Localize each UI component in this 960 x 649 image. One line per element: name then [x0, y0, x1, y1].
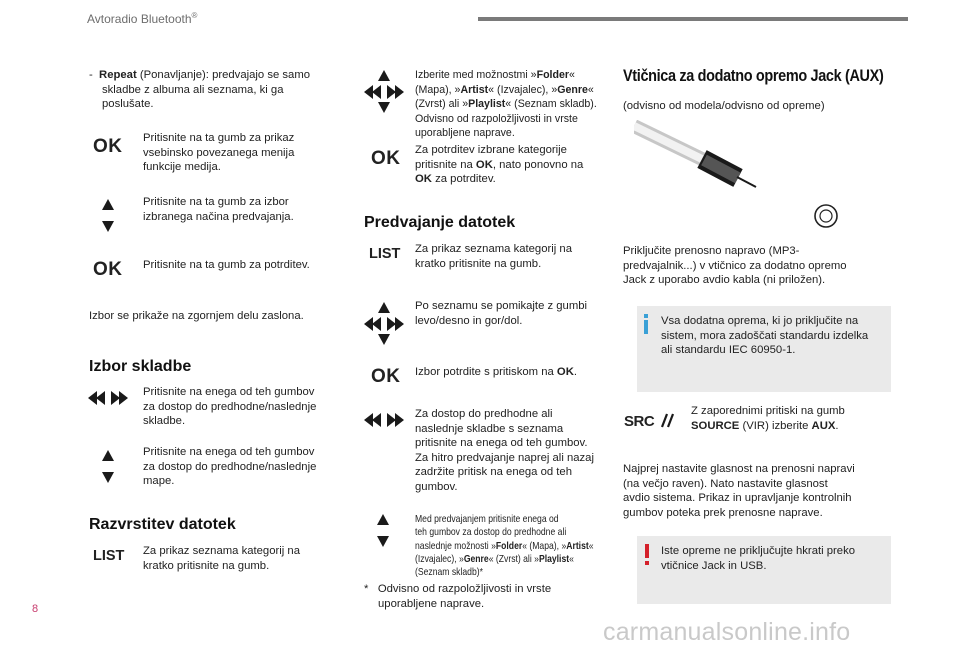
- lr1-desc: [143, 385, 316, 429]
- list2-line-2: kratko pritisnite na gumb.: [415, 257, 542, 270]
- lr2-line-6: gumbov.: [415, 480, 458, 493]
- ud3-folder-bold: Folder: [495, 539, 523, 552]
- ok3-text-b: , nato ponovno na: [492, 158, 584, 171]
- ok-button-icon-2: OK: [93, 259, 123, 280]
- src-text-b: .: [835, 419, 839, 432]
- ok3-text: pritisnite na: [415, 158, 476, 171]
- cross2-line-1: Po seznamu se pomikajte z gumbi: [415, 300, 588, 312]
- ok3-line-1: Za potrditev izbrane kategorije: [415, 144, 567, 156]
- ok4-text-b: .: [573, 366, 577, 378]
- heading-predvajanje: Predvajanje datotek: [364, 214, 516, 231]
- repeat-text-3: poslušate.: [102, 98, 154, 110]
- folder-bold: Folder: [536, 69, 570, 81]
- ud1-line-2: izbranega načina predvajanja.: [143, 210, 294, 223]
- izbor-text: Izbor se prikaže na zgornjem delu zaslona.: [89, 310, 304, 322]
- cross1-line-4: Odvisno od razpoložljivosti in vrste: [415, 112, 578, 125]
- ok1-desc: [143, 131, 294, 175]
- cross1-text-c: (Mapa), »: [415, 83, 461, 96]
- artist-bold: Artist: [460, 83, 489, 96]
- ok1-line-1: Pritisnite na ta gumb za prikaz: [143, 132, 295, 144]
- repeat-item: [89, 68, 339, 112]
- ok4-bold: OK: [556, 366, 574, 378]
- jack-para-2: [623, 462, 855, 520]
- warn-line-1: Iste opreme ne priključujte hkrati preko: [661, 545, 856, 557]
- p1-line-3: Jack z uporabo avdio kabla (ni priložen).: [623, 274, 826, 286]
- cross1-text-e: «: [587, 83, 594, 96]
- ud2-line-2: za dostop do predhodne/naslednje: [143, 460, 317, 473]
- src-line-1: Z zaporednimi pritiski na gumb: [691, 405, 845, 417]
- ok2-desc: Pritisnite na ta gumb za potrditev.: [143, 259, 310, 271]
- ok3-text-c: za potrditev.: [431, 173, 496, 185]
- ok3-bold: OK: [475, 158, 493, 171]
- lr2-line-2: naslednje skladbe s seznama: [415, 422, 564, 435]
- warning-box: [637, 536, 891, 604]
- cross-arrows-icon-2: [364, 302, 406, 346]
- ok-button-icon-3: OK: [371, 148, 401, 169]
- heading-razvrstitev: Razvrstitev datotek: [89, 516, 236, 533]
- cross1-text-d: « (Izvajalec), »: [488, 83, 558, 96]
- cross2-line-2: levo/desno in gor/dol.: [415, 314, 523, 327]
- info-box: [637, 306, 891, 392]
- lr2-line-1: Za dostop do predhodne ali: [415, 408, 553, 420]
- ok1-line-3: funkcije medija.: [143, 161, 221, 173]
- info-line-2: sistem, mora zadoščati standardu izdelka: [661, 329, 869, 342]
- cross1-line-5: uporabljene naprave.: [415, 127, 515, 139]
- lr2-line-4: Za hitro predvajanje naprej ali nazaj: [415, 451, 594, 464]
- ud1-desc: [143, 195, 294, 224]
- list-button-icon: LIST: [93, 548, 125, 564]
- src-button-icon: [624, 412, 675, 431]
- p1-line-2: predvajalnik...) v vtičnico za dodatno opremo: [623, 259, 847, 272]
- page-number: 8: [32, 603, 39, 615]
- ud3-line-1: Med predvajanjem pritisnite enega od: [415, 513, 559, 525]
- jack-subtitle: (odvisno od modela/odvisno od opreme): [623, 100, 825, 112]
- up-down-arrows-icon: [101, 199, 115, 233]
- footnote-star: *: [364, 583, 369, 595]
- prev-next-arrows-icon-2: [364, 412, 406, 428]
- ud2-desc: [143, 445, 316, 489]
- up-down-arrows-icon-2: [101, 450, 115, 484]
- list2-desc: [415, 242, 572, 271]
- ud3-desc: [415, 513, 594, 579]
- ud3-genre-bold: Genre: [463, 552, 489, 565]
- warn-line-2: vtičnice Jack in USB.: [661, 559, 767, 572]
- ok3-bold-2: OK: [415, 173, 432, 185]
- info-line-1: Vsa dodatna oprema, ki jo priključite na: [661, 315, 859, 327]
- ok1-line-2: vsebinsko povezanega menija: [143, 146, 295, 159]
- p1-line-1: Priključite prenosno napravo (MP3-: [623, 245, 800, 257]
- page-header: [87, 11, 197, 26]
- playlist-bold: Playlist: [468, 98, 506, 110]
- ud3-text-e: « (Zvrst) ali »: [488, 552, 539, 565]
- ud3-text: naslednje možnosti »: [415, 539, 496, 552]
- list1-line-2: kratko pritisnite na gumb.: [143, 559, 270, 572]
- ud2-line-1: Pritisnite na enega od teh gumbov: [143, 446, 315, 458]
- jack-plug-illustration: [634, 120, 844, 230]
- heading-izbor-skladbe: Izbor skladbe: [89, 358, 192, 375]
- cross1-desc: [415, 68, 603, 141]
- p2-line-4: gumbov poteka prek prenosne naprave.: [623, 506, 823, 519]
- footnote-line-2: uporabljene naprave.: [378, 597, 485, 610]
- cross1-text: Izberite med možnostmi »: [415, 69, 537, 81]
- lr2-line-5: zadržite pritisk na enega od teh: [415, 466, 572, 478]
- info-line-3: ali standardu IEC 60950-1.: [661, 344, 796, 356]
- ud3-text-f: «: [569, 552, 574, 565]
- repeat-dash: -: [89, 69, 93, 81]
- src-desc: [691, 404, 845, 433]
- watermark: carmanualsonline.info: [603, 618, 851, 646]
- p2-line-2: (na večjo raven). Nato nastavite glasnost: [623, 477, 828, 490]
- repeat-text-2: skladbe z albuma ali seznama, ki ga: [102, 83, 284, 96]
- footnote-line-1: Odvisno od razpoložljivosti in vrste: [377, 583, 552, 595]
- ok4-desc: [415, 365, 577, 380]
- prev-next-arrows-icon: [88, 390, 130, 406]
- source-bold: SOURCE: [691, 419, 740, 432]
- repeat-text: (Ponavljanje): predvajajo se samo: [136, 69, 311, 81]
- header-bar: [478, 17, 908, 21]
- cross1-text-f: (Zvrst) ali »: [415, 98, 469, 110]
- ud3-playlist-bold: Playlist: [538, 552, 570, 565]
- list1-line-1: Za prikaz seznama kategorij na: [143, 545, 300, 557]
- lr2-desc: [415, 407, 594, 494]
- list1-desc: [143, 544, 300, 573]
- lr1-line-3: skladbe.: [143, 415, 186, 427]
- cross-arrows-icon: [364, 70, 406, 114]
- src-label: SRC: [624, 413, 655, 430]
- lr1-line-1: Pritisnite na enega od teh gumbov: [143, 386, 315, 398]
- header-reg: ®: [191, 11, 198, 20]
- p2-line-3: avdio sistema. Prikaz in upravljanje kontrolnih: [623, 492, 852, 504]
- ok4-text: Izbor potrdite s pritiskom na: [415, 366, 557, 378]
- ud3-text-c: «: [588, 539, 594, 552]
- jack-para-1: [623, 244, 847, 288]
- ud3-line-2: teh gumbov za dostop do predhodne ali: [415, 526, 567, 539]
- src-text: (VIR) izberite: [739, 419, 812, 432]
- ud2-line-3: mape.: [143, 475, 175, 487]
- info-text: [661, 314, 868, 358]
- ok-button-icon-4: OK: [371, 366, 401, 387]
- ud1-line-1: Pritisnite na ta gumb za izbor: [143, 196, 289, 208]
- genre-bold: Genre: [557, 83, 588, 96]
- ok3-desc: [415, 143, 583, 187]
- warning-text: [661, 544, 855, 573]
- ok-button-icon: OK: [93, 136, 123, 157]
- p2-line-1: Najprej nastavite glasnost na prenosni napravi: [623, 463, 855, 475]
- lr2-line-3: pritisnite na enega od teh gumbov.: [415, 437, 588, 449]
- aux-bold: AUX: [811, 419, 836, 432]
- phone-hangup-icon: [659, 412, 675, 428]
- cross1-text-b: «: [569, 69, 575, 81]
- warning-icon: [643, 544, 651, 566]
- repeat-bold: Repeat: [99, 69, 137, 81]
- cross1-text-g: « (Seznam skladb).: [505, 98, 597, 110]
- list-button-icon-2: LIST: [369, 246, 401, 262]
- ud3-artist-bold: Artist: [566, 539, 589, 552]
- cross2-desc: [415, 299, 587, 328]
- ud3-line-5: (Seznam skladb)*: [415, 566, 483, 579]
- ud3-text-b: « (Mapa), »: [522, 539, 567, 552]
- info-icon: [641, 314, 651, 334]
- ud3-text-d: (Izvajalec), »: [415, 552, 464, 565]
- header-title: Avtoradio Bluetooth: [87, 12, 192, 26]
- footnote: [364, 582, 551, 611]
- up-down-arrows-icon-3: [376, 514, 390, 548]
- lr1-line-2: za dostop do predhodne/naslednje: [143, 400, 317, 413]
- heading-jack-aux: Vtičnica za dodatno opremo Jack (AUX): [623, 66, 884, 85]
- list2-line-1: Za prikaz seznama kategorij na: [415, 243, 572, 255]
